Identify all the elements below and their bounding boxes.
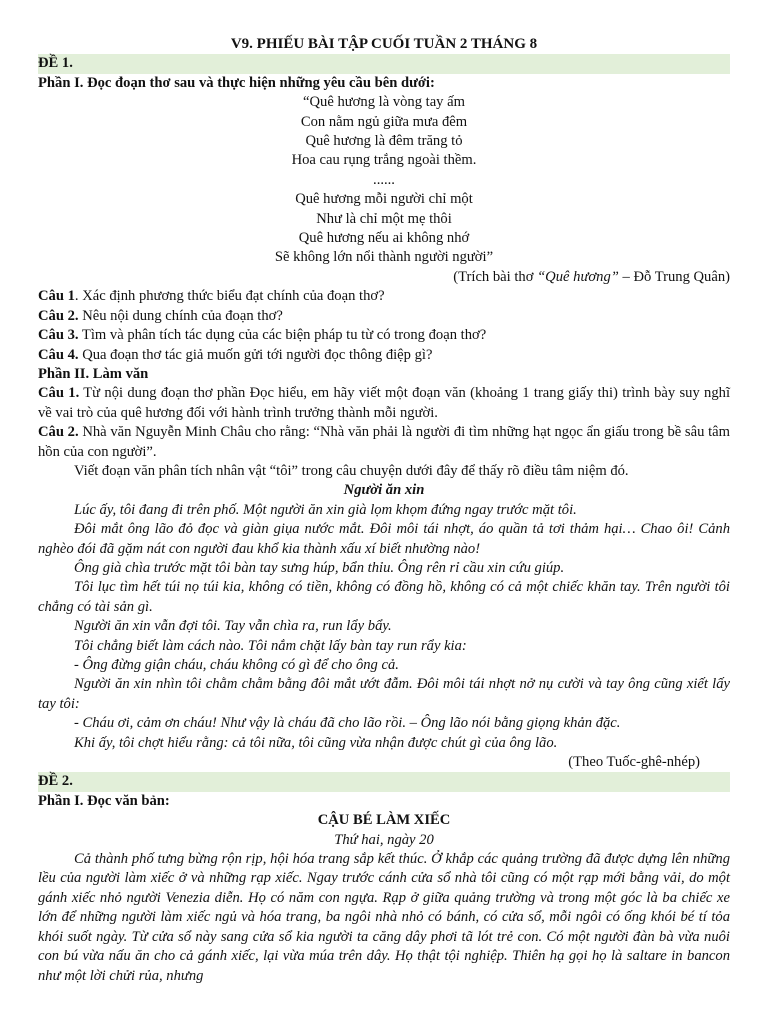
story-paragraph: Ông già chìa trước mặt tôi bàn tay sưng húp, bẩn thỉu. Ông rên rỉ cầu xin cứu giúp. xyxy=(74,559,565,576)
poem-line: Sẽ không lớn nổi thành người người” xyxy=(274,249,494,266)
de2-part1-heading: Phần I. Đọc văn bản: xyxy=(38,792,170,809)
de2-story-title: CẬU BÉ LÀM XIẾC xyxy=(317,812,451,829)
essay-question-1 xyxy=(38,384,730,423)
question-text: Qua đoạn thơ tác giả muốn gửi tới người đọc thông điệp gì? xyxy=(78,346,433,363)
question-item xyxy=(38,326,730,345)
question-item xyxy=(38,307,730,326)
story-paragraph: Tôi lục tìm hết túi nọ túi kia, không có tiền, không có đồng hồ, không có cả một chiếc khăn tay. Trên người tôi chẳng có tài sản gì. xyxy=(38,579,730,615)
story-paragraph: Lúc ấy, tôi đang đi trên phố. Một người ăn xin già lọm khọm đứng ngay trước mặt tôi. xyxy=(74,501,577,518)
de2-date-line: Thứ hai, ngày 20 xyxy=(334,831,434,848)
story-paragraph: Khi ấy, tôi chợt hiểu rằng: cả tôi nữa, tôi cũng vừa nhận được chút gì của ông lão. xyxy=(74,734,558,751)
source-work: “Quê hương” xyxy=(537,268,619,285)
question-label: Câu 1 xyxy=(38,288,75,305)
document-title: V9. PHIẾU BÀI TẬP CUỐI TUẦN 2 THÁNG 8 xyxy=(230,36,538,52)
question-label: Câu 2. xyxy=(38,424,79,441)
story-title: Người ăn xin xyxy=(343,482,425,499)
story-paragraph: Người ăn xin nhìn tôi chằm chằm bằng đôi mắt ướt đẫm. Đôi môi tái nhợt nở nụ cười và tay ông cũng xiết lấy tay tôi: xyxy=(38,676,730,712)
part1-heading: Phần I. Đọc đoạn thơ sau và thực hiện những yêu cầu bên dưới: xyxy=(38,74,435,91)
question-label: Câu 3. xyxy=(38,327,79,344)
part2-heading: Phần II. Làm văn xyxy=(38,365,149,382)
question-text: Tìm và phân tích tác dụng của các biện pháp tu từ có trong đoạn thơ? xyxy=(78,327,487,344)
poem-line: “Quê hương là vòng tay ấm xyxy=(303,94,465,111)
essay-task: Viết đoạn văn phân tích nhân vật “tôi” trong câu chuyện dưới đây để thấy rõ điều tâm niệm đó. xyxy=(74,462,629,479)
poem-line: Như là chỉ một mẹ thôi xyxy=(316,210,452,227)
question-text: . Xác định phương thức biểu đạt chính của đoạn thơ? xyxy=(74,288,385,305)
story-paragraph: Người ăn xin vẫn đợi tôi. Tay vẫn chìa ra, run lẩy bẩy. xyxy=(74,618,392,635)
question-text: Nêu nội dung chính của đoạn thơ? xyxy=(78,307,283,324)
source-suffix: – Đỗ Trung Quân) xyxy=(618,268,730,285)
question-label: Câu 4. xyxy=(38,346,79,363)
poem xyxy=(38,93,730,268)
question-text: Nhà văn Nguyễn Minh Châu cho rằng: “Nhà văn phải là người đi tìm những hạt ngọc ẩn giấu trong bề sâu tâm hồn của con người”. xyxy=(38,424,730,460)
story-paragraph: - Cháu ơi, cảm ơn cháu! Như vậy là cháu đã cho lão rồi. – Ông lão nói bằng giọng khản đặc. xyxy=(74,715,621,732)
question-label: Câu 2. xyxy=(38,307,79,324)
poem-source xyxy=(38,268,730,287)
story-paragraph: - Ông đừng giận cháu, cháu không có gì để cho ông cả. xyxy=(74,657,399,673)
source-prefix: (Trích bài thơ xyxy=(453,268,538,285)
section-heading-de1: ĐỀ 1. xyxy=(38,54,730,73)
story-source: (Theo Tuốc-ghê-nhép) xyxy=(568,754,700,771)
question-list xyxy=(38,287,730,365)
section-heading-de2: ĐỀ 2. xyxy=(38,772,730,791)
story-paragraph: Tôi chẳng biết làm cách nào. Tôi nắm chặt lấy bàn tay run rẩy kia: xyxy=(74,637,467,654)
de2-paragraph: Cả thành phố tưng bừng rộn rịp, hội hóa trang sắp kết thúc. Ở khắp các quảng trường đã được dựng lên những lều của người làm xiếc ở và những rạp xiếc. Ngay trước cánh cửa sổ nhà tôi cũng có một rạp mới bằng vải, do một gánh xiếc nhỏ người Venezia diễn. Họ có năm con ngựa. Rạp ở giữa quảng trường và trong một góc là ba chiếc xe lớn để những người làm xiếc ngủ và hóa trang, ba ngôi nhà nhỏ có bánh, có cửa sổ, mỗi ngôi có ống khói bé tí tỏa khói suốt ngày. Từ cửa sổ này sang cửa sổ kia người ta căng dây phơi tã lót trẻ con. Có một người đàn bà vừa nuôi con bú vừa nấu ăn cho cả gánh xiếc, lại vừa múa trên dây. Họ thật tội nghiệp. Thiên hạ gọi họ là saltare in bancon như một lời chửi rủa, nhưng xyxy=(38,851,730,984)
question-item xyxy=(38,287,730,306)
poem-line: Quê hương là đêm trăng tỏ xyxy=(305,133,463,150)
story-body xyxy=(38,501,730,753)
poem-line: ...... xyxy=(373,171,395,188)
question-item xyxy=(38,346,730,365)
poem-line: Hoa cau rụng trắng ngoài thềm. xyxy=(291,152,477,169)
poem-line: Quê hương mỗi người chỉ một xyxy=(295,191,473,208)
essay-question-2 xyxy=(38,423,730,462)
question-label: Câu 1. xyxy=(38,385,80,402)
poem-line: Con nằm ngủ giữa mưa đêm xyxy=(300,113,468,130)
poem-line: Quê hương nếu ai không nhớ xyxy=(298,230,470,247)
question-text: Từ nội dung đoạn thơ phần Đọc hiểu, em hãy viết một đoạn văn (khoảng 1 trang giấy thi) trình bày suy nghĩ về vai trò của quê hương đối với hành trình trưởng thành mỗi người. xyxy=(38,385,730,421)
story-paragraph: Đôi mắt ông lão đỏ đọc và giàn giụa nước mắt. Đôi môi tái nhợt, áo quần tả tơi thảm hại… Chao ôi! Cảnh nghèo đói đã gặm nát con người đau khổ kia thành xấu xí biết nhường nào! xyxy=(38,521,730,557)
